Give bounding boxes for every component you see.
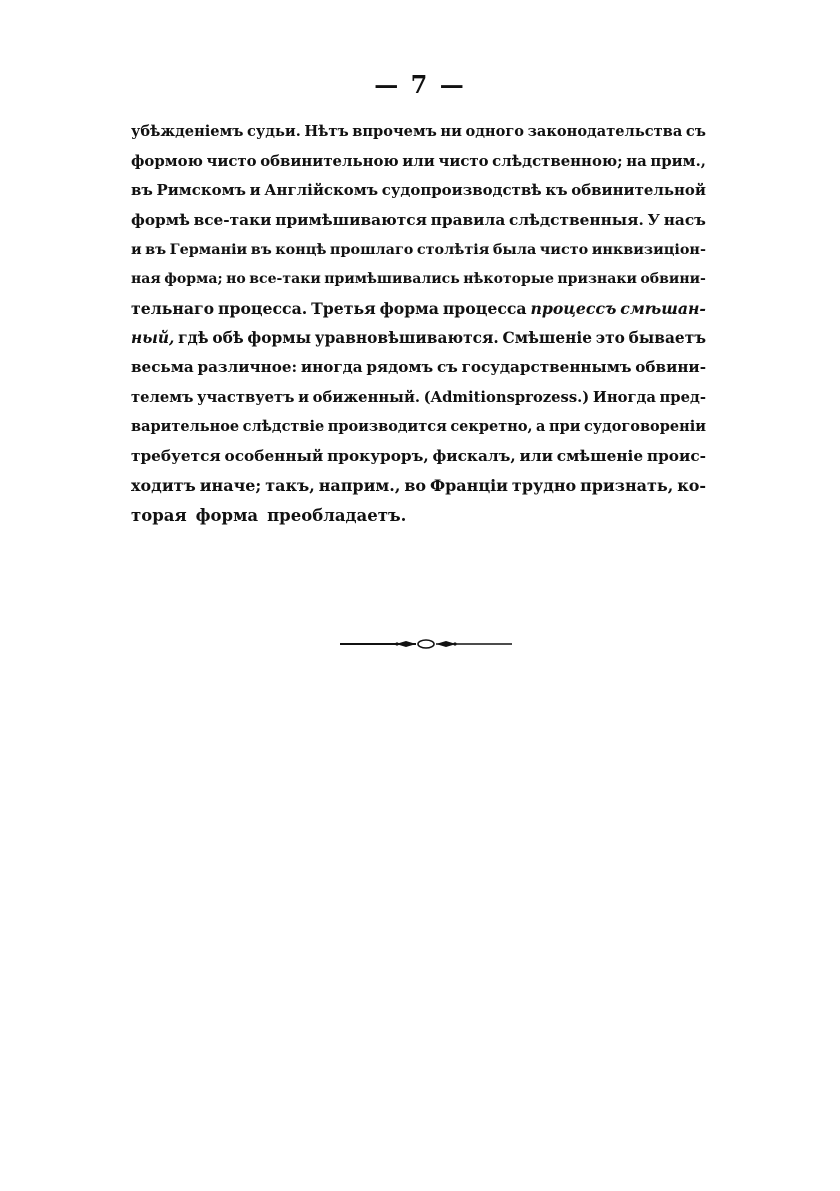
word: была — [492, 241, 537, 258]
word: уравновѣшиваются. — [314, 328, 499, 347]
text-line — [131, 501, 706, 531]
word: слѣдственною; — [492, 151, 623, 170]
word: процесса. — [218, 299, 308, 318]
word: съ — [685, 123, 706, 140]
word: бываетъ — [628, 328, 706, 347]
word: формѣ — [131, 210, 190, 229]
word: правила — [430, 210, 506, 229]
text-line — [131, 471, 706, 501]
word: Германіи — [169, 241, 248, 258]
word: Англійскомъ — [264, 181, 379, 199]
word: иначе; — [199, 476, 262, 495]
word: и — [249, 181, 261, 199]
word: концѣ — [275, 241, 327, 258]
word: смѣшеніе — [556, 446, 644, 465]
word: прошлаго — [329, 241, 414, 258]
body-text — [131, 117, 706, 530]
word: въ — [131, 181, 153, 199]
word: (Admitionsprozess.) — [423, 388, 590, 406]
word: тельнаго — [131, 299, 215, 318]
word: такъ, — [265, 476, 315, 495]
word: форма — [195, 505, 259, 525]
word: торая — [131, 505, 187, 525]
word: съ — [436, 358, 458, 376]
word: обиженный. — [312, 388, 421, 406]
word: обѣ — [212, 328, 244, 347]
word: преобладаетъ. — [267, 505, 407, 525]
word: а — [536, 418, 546, 435]
text-line — [131, 176, 706, 206]
word: иногда — [300, 358, 363, 376]
word: рядомъ — [366, 358, 434, 376]
text-line — [131, 353, 706, 383]
word: проис- — [646, 446, 706, 465]
word: обвини- — [635, 358, 706, 376]
text-line — [131, 206, 706, 236]
word: обвинительной — [571, 181, 706, 199]
word: прим., — [650, 151, 706, 170]
text-line — [131, 147, 706, 177]
page-number: — 7 — — [374, 70, 466, 99]
word: прокуроръ, — [327, 446, 429, 465]
word: примѣшивались — [324, 270, 460, 287]
word: смѣшан- — [620, 299, 706, 318]
text-line — [131, 294, 706, 324]
word: Иногда — [592, 388, 656, 406]
word: ходитъ — [131, 476, 196, 495]
word: Смѣшеніе — [502, 328, 592, 347]
word: признаки — [557, 270, 637, 287]
word: все-таки — [193, 210, 272, 229]
word: формою — [131, 151, 203, 170]
text-line — [131, 383, 706, 413]
word: во — [404, 476, 427, 495]
word: Франціи — [429, 476, 509, 495]
word: но — [226, 270, 246, 287]
word: на — [626, 151, 647, 170]
word: впрочемъ — [352, 123, 437, 140]
word: варительное — [131, 418, 240, 435]
word: производится — [327, 418, 447, 435]
word: слѣдственныя. — [508, 210, 644, 229]
word: Нѣтъ — [304, 123, 349, 140]
word: инквизиціон- — [591, 241, 706, 258]
word: государственнымъ — [461, 358, 632, 376]
word: ный, — [131, 328, 175, 347]
word: требуется — [131, 446, 221, 465]
word: судоговореніи — [583, 418, 706, 435]
word: при — [548, 418, 581, 435]
word: форма — [379, 299, 439, 318]
word: убѣжденіемъ — [131, 123, 244, 140]
word: это — [595, 328, 625, 347]
text-line — [131, 235, 706, 265]
text-line — [131, 324, 706, 354]
word: или — [519, 446, 553, 465]
word: форма; — [164, 270, 223, 287]
word: къ — [545, 181, 568, 199]
text-line — [131, 442, 706, 472]
word: нѣкоторые — [463, 270, 554, 287]
word: и — [131, 241, 142, 258]
word: судьи. — [247, 123, 301, 140]
word: примѣшиваются — [275, 210, 427, 229]
word: столѣтія — [416, 241, 490, 258]
word: насъ — [663, 210, 706, 229]
word: формы — [247, 328, 311, 347]
word: признать, — [580, 476, 674, 495]
word: особенный — [224, 446, 324, 465]
word: и — [298, 388, 310, 406]
word: пред- — [659, 388, 706, 406]
word: процесса — [442, 299, 527, 318]
word: ко- — [677, 476, 706, 495]
word: ная — [131, 270, 161, 287]
word: въ — [145, 241, 167, 258]
word: въ — [250, 241, 272, 258]
word: Третья — [311, 299, 376, 318]
word: телемъ — [131, 388, 194, 406]
word: чисто — [206, 151, 257, 170]
word: судопроизводствѣ — [381, 181, 542, 199]
word: слѣдствіе — [242, 418, 325, 435]
word: Римскомъ — [156, 181, 246, 199]
word: процессъ — [530, 299, 617, 318]
word: обвини- — [640, 270, 706, 287]
word: все-таки — [249, 270, 321, 287]
word: наприм., — [318, 476, 401, 495]
word: различное: — [197, 358, 298, 376]
word: гдѣ — [178, 328, 209, 347]
decorative-rule-icon — [340, 636, 512, 652]
word: чисто — [438, 151, 489, 170]
word: секретно, — [450, 418, 533, 435]
word: весьма — [131, 358, 194, 376]
word: одного — [465, 123, 525, 140]
word: обвинительною — [260, 151, 399, 170]
text-line — [131, 412, 706, 442]
word: чисто — [539, 241, 589, 258]
word: У — [647, 210, 660, 229]
word: законодательства — [527, 123, 683, 140]
word: участвуетъ — [197, 388, 295, 406]
word: ни — [440, 123, 462, 140]
word: трудно — [511, 476, 577, 495]
word: или — [402, 151, 435, 170]
word: фискалъ, — [432, 446, 516, 465]
text-line — [131, 265, 706, 295]
text-line — [131, 117, 706, 147]
